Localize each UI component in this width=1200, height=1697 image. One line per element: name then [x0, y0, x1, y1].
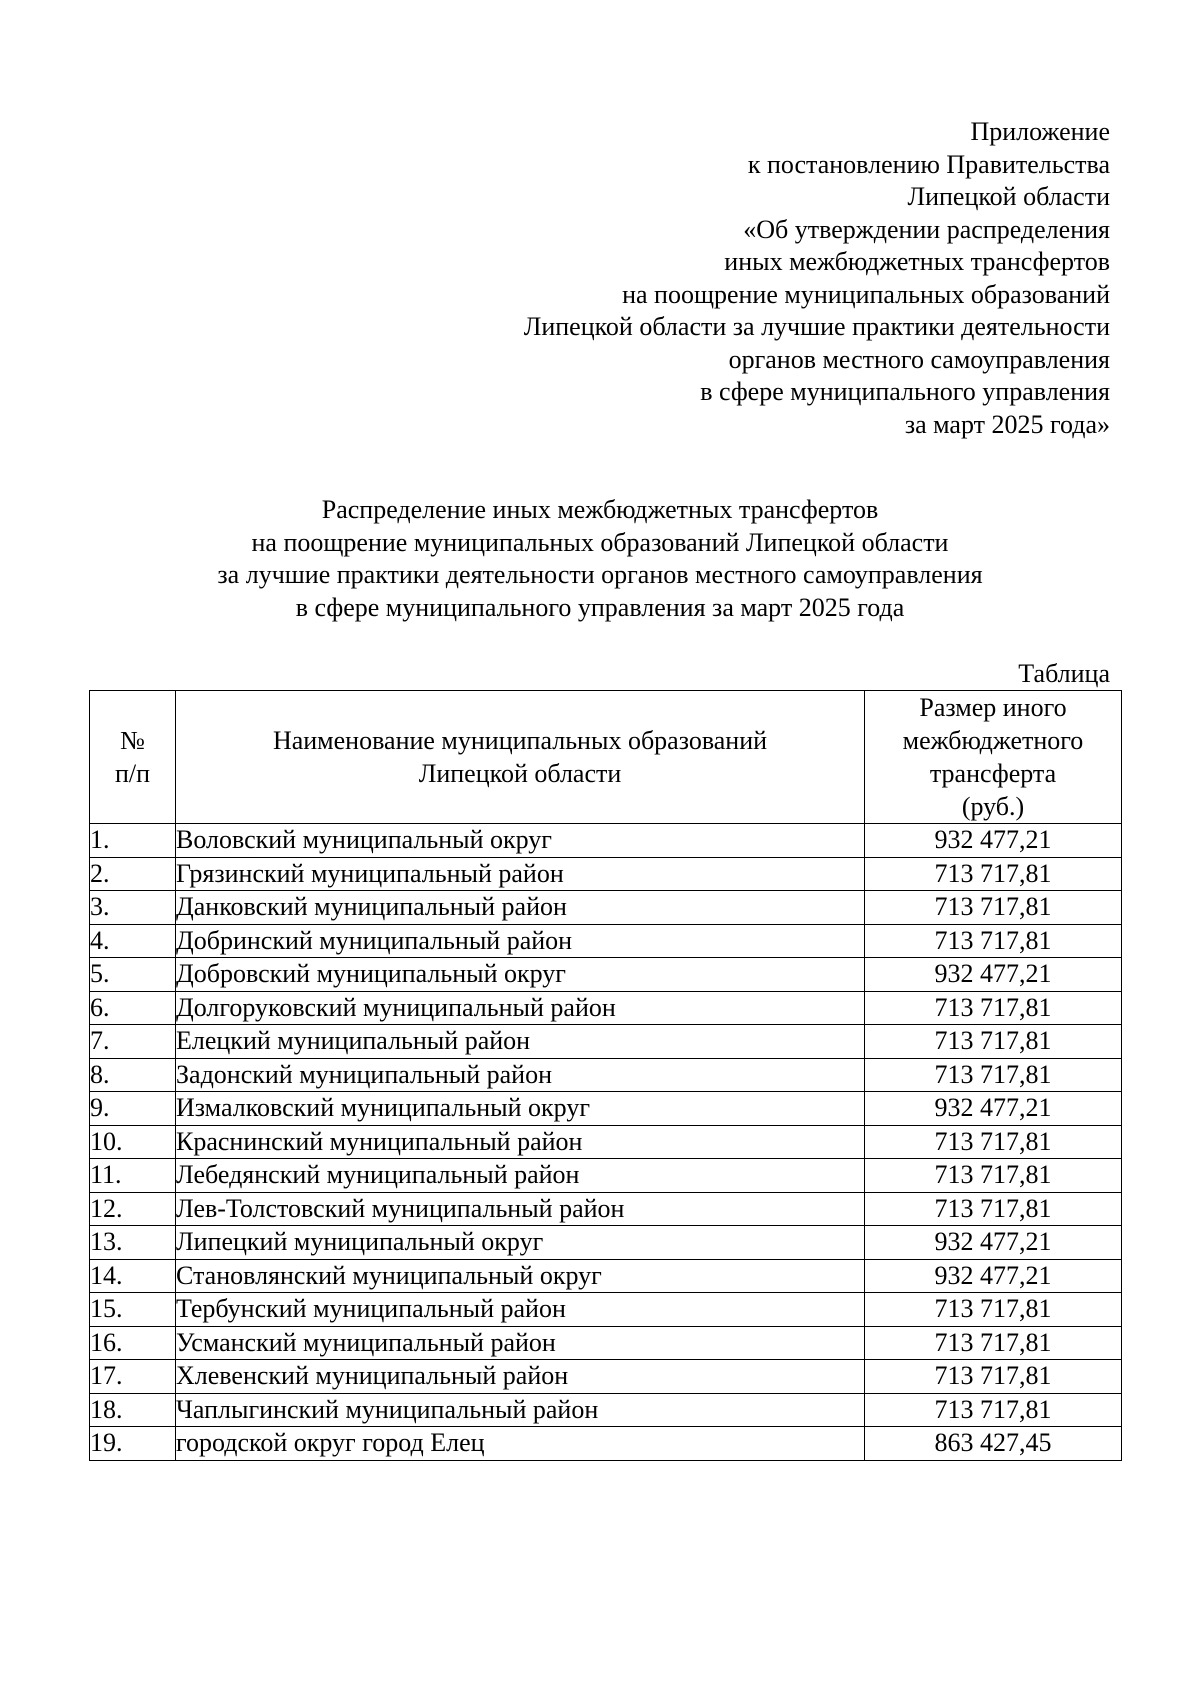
appendix-line: Липецкой области [907, 182, 1110, 211]
table-row [90, 1326, 1122, 1360]
header-number [90, 691, 176, 824]
table-row [90, 991, 1122, 1025]
header-amount [865, 691, 1122, 824]
municipality-name: Усманский муниципальный район [176, 1326, 865, 1360]
municipality-name: Долгоруковский муниципальный район [176, 991, 865, 1025]
transfer-amount: 713 717,81 [865, 1125, 1122, 1159]
transfer-amount: 713 717,81 [865, 1025, 1122, 1059]
appendix-line: органов местного самоуправления [728, 344, 1110, 374]
title-line: в сфере муниципального управления за март 2025 года [295, 592, 905, 622]
municipality-name: Чаплыгинский муниципальный район [176, 1393, 865, 1427]
municipality-name: Добринский муниципальный район [176, 924, 865, 958]
table-row [90, 824, 1122, 858]
row-number: 15. [90, 1293, 176, 1327]
municipality-name: городской округ город Елец [176, 1427, 865, 1461]
appendix-line: на поощрение муниципальных образований [622, 279, 1110, 309]
table-row [90, 1092, 1122, 1126]
table-row [90, 1259, 1122, 1293]
row-number: 11. [90, 1159, 176, 1193]
header-amount-line: трансферта [929, 759, 1057, 788]
row-number: 17. [90, 1360, 176, 1394]
transfer-amount: 713 717,81 [865, 1393, 1122, 1427]
transfer-amount: 713 717,81 [865, 1192, 1122, 1226]
transfer-amount: 932 477,21 [865, 958, 1122, 992]
appendix-line: Приложение [970, 117, 1110, 146]
transfer-amount: 713 717,81 [865, 1058, 1122, 1092]
table-row [90, 891, 1122, 925]
appendix-block [524, 116, 1110, 441]
table-row [90, 1192, 1122, 1226]
municipality-name: Данковский муниципальный район [176, 891, 865, 925]
row-number: 10. [90, 1125, 176, 1159]
table-row [90, 1159, 1122, 1193]
row-number: 12. [90, 1192, 176, 1226]
row-number: 16. [90, 1326, 176, 1360]
header-name-line: Липецкой области [418, 759, 622, 788]
table-row [90, 1427, 1122, 1461]
table-row [90, 857, 1122, 891]
document-title [0, 494, 1200, 624]
municipality-name: Добровский муниципальный округ [176, 958, 865, 992]
table-row [90, 1226, 1122, 1260]
row-number: 4. [90, 924, 176, 958]
appendix-line: к постановлению Правительства [747, 149, 1110, 179]
header-amount-line: (руб.) [961, 792, 1025, 821]
table-row [90, 1360, 1122, 1394]
row-number: 8. [90, 1058, 176, 1092]
transfer-amount: 932 477,21 [865, 1226, 1122, 1260]
transfer-amount: 713 717,81 [865, 857, 1122, 891]
municipality-name: Измалковский муниципальный округ [176, 1092, 865, 1126]
municipality-name: Краснинский муниципальный район [176, 1125, 865, 1159]
header-amount-line: Размер иного [919, 693, 1067, 722]
table-body [90, 824, 1122, 1461]
transfer-amount: 713 717,81 [865, 924, 1122, 958]
transfer-amount: 932 477,21 [865, 1259, 1122, 1293]
transfer-amount: 932 477,21 [865, 824, 1122, 858]
header-name-line: Наименование муниципальных образований [272, 726, 768, 755]
municipality-name: Задонский муниципальный район [176, 1058, 865, 1092]
row-number: 9. [90, 1092, 176, 1126]
transfer-amount: 713 717,81 [865, 1326, 1122, 1360]
title-line: на поощрение муниципальных образований Липецкой области [251, 527, 949, 557]
municipality-name: Грязинский муниципальный район [176, 857, 865, 891]
row-number: 2. [90, 857, 176, 891]
transfer-amount: 713 717,81 [865, 1159, 1122, 1193]
header-number-line: п/п [114, 759, 151, 788]
row-number: 13. [90, 1226, 176, 1260]
row-number: 3. [90, 891, 176, 925]
title-line: за лучшие практики деятельности органов местного самоуправления [217, 560, 983, 589]
appendix-line: Липецкой области за лучшие практики деятельности [523, 312, 1110, 341]
appendix-line: в сфере муниципального управления [700, 377, 1110, 406]
municipality-name: Липецкий муниципальный округ [176, 1226, 865, 1260]
municipality-name: Воловский муниципальный округ [176, 824, 865, 858]
distribution-table [89, 690, 1122, 1461]
row-number: 5. [90, 958, 176, 992]
header-name [176, 691, 865, 824]
row-number: 14. [90, 1259, 176, 1293]
table-header-row [90, 691, 1122, 824]
row-number: 18. [90, 1393, 176, 1427]
municipality-name: Становлянский муниципальный округ [176, 1259, 865, 1293]
transfer-amount: 713 717,81 [865, 891, 1122, 925]
table-row [90, 1293, 1122, 1327]
header-number-line: № [120, 726, 145, 755]
appendix-line: «Об утверждении распределения [743, 214, 1110, 244]
table-row [90, 1058, 1122, 1092]
table-caption: Таблица [1018, 659, 1110, 688]
table-row [90, 1125, 1122, 1159]
municipality-name: Лев-Толстовский муниципальный район [176, 1192, 865, 1226]
table-row [90, 958, 1122, 992]
transfer-amount: 713 717,81 [865, 991, 1122, 1025]
header-amount-line: межбюджетного [902, 726, 1084, 755]
row-number: 19. [90, 1427, 176, 1461]
title-line: Распределение иных межбюджетных трансфертов [321, 495, 879, 524]
transfer-amount: 932 477,21 [865, 1092, 1122, 1126]
transfer-amount: 713 717,81 [865, 1293, 1122, 1327]
municipality-name: Тербунский муниципальный район [176, 1293, 865, 1327]
table-row [90, 1393, 1122, 1427]
municipality-name: Лебедянский муниципальный район [176, 1159, 865, 1193]
appendix-line: иных межбюджетных трансфертов [724, 247, 1110, 276]
table-row [90, 1025, 1122, 1059]
table-row [90, 924, 1122, 958]
municipality-name: Хлевенский муниципальный район [176, 1360, 865, 1394]
row-number: 6. [90, 991, 176, 1025]
appendix-line: за март 2025 года» [904, 409, 1110, 439]
row-number: 1. [90, 824, 176, 858]
transfer-amount: 863 427,45 [865, 1427, 1122, 1461]
transfer-amount: 713 717,81 [865, 1360, 1122, 1394]
municipality-name: Елецкий муниципальный район [176, 1025, 865, 1059]
row-number: 7. [90, 1025, 176, 1059]
